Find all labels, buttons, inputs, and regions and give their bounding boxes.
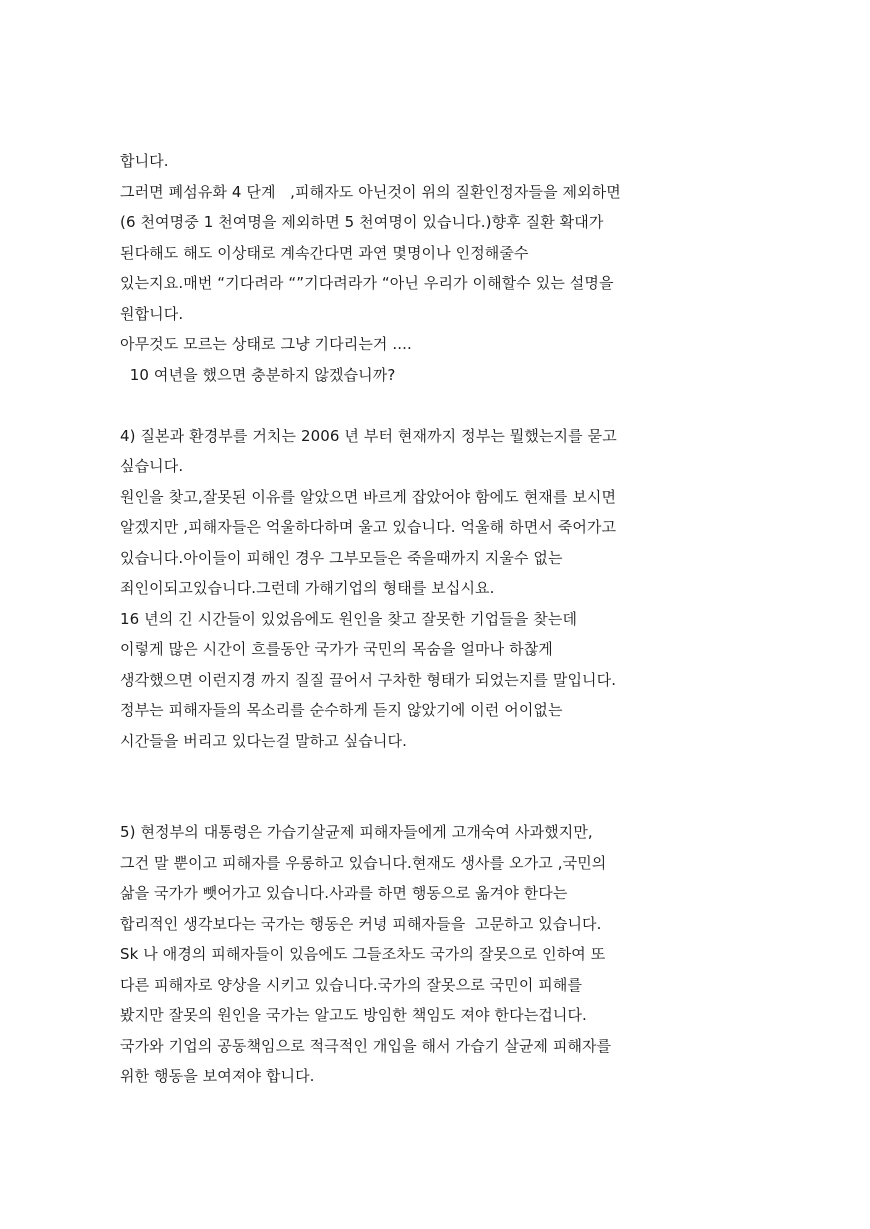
text-line: 그러면 폐섬유화 4 단계 ,피해자도 아닌것이 위의 질환인정자들을 제외하면 (120, 182, 621, 201)
text-line: 위한 행동을 보여져야 합니다. (120, 1067, 315, 1085)
text-line: 알겠지만 ,피해자들은 억울하다하며 울고 있습니다. 억울해 하면서 죽어가고 (120, 518, 617, 536)
paragraph-spacer (120, 390, 750, 421)
section-4-heading-line: 4) 질본과 환경부를 거치는 2006 년 부터 현재까지 정부는 뭘했는지를 묻고 (120, 426, 617, 445)
text-line: 아무것도 모르는 상태로 그냥 기다리는거 .... (120, 335, 412, 353)
intro-paragraph (120, 146, 750, 390)
text-line: 죄인이되고있습니다.그런데 가해기업의 형태를 보십시요. (120, 579, 495, 597)
text-line: 국가와 기업의 공동책임으로 적극적인 개입을 해서 가습기 살균제 피해자를 (120, 1036, 612, 1055)
text-line: 10 여년을 했으면 충분하지 않겠습니까? (120, 365, 396, 384)
text-line: 그건 말 뿐이고 피해자를 우롱하고 있습니다.현재도 생사를 오가고 ,국민의 (120, 853, 607, 872)
text-line: 원합니다. (120, 304, 184, 323)
paragraph-spacer (120, 756, 750, 817)
text-line: 원인을 찾고,잘못된 이유를 알았으면 바르게 잡았어야 함에도 현재를 보시면 (120, 487, 617, 506)
text-line: 삶을 국가가 뺏어가고 있습니다.사과를 하면 행동으로 옮겨야 한다는 (120, 884, 568, 902)
text-line: 있습니다.아이들이 피해인 경우 그부모들은 죽을때까지 지울수 없는 (120, 548, 563, 567)
text-line: 생각했으면 이런지경 까지 질질 끌어서 구차한 형태가 되었는지를 말입니다. (120, 670, 617, 689)
text-line: 싶습니다. (120, 457, 184, 475)
text-line: 봤지만 잘못의 원인을 국가는 알고도 방임한 책임도 져야 한다는겁니다. (120, 1006, 587, 1024)
text-line: 정부는 피해자들의 목소리를 순수하게 듣지 않았기에 이런 어이없는 (120, 701, 563, 719)
text-line: 이렇게 많은 시간이 흐를동안 국가가 국민의 목숨을 얼마나 하찮게 (120, 640, 553, 658)
text-line: 합니다. (120, 152, 169, 170)
text-line: 있는지요.매번 “기다려라 “”기다려라가 “아닌 우리가 이해할수 있는 설명을 (120, 274, 614, 292)
text-line: 16 년의 긴 시간들이 있었음에도 원인을 찾고 잘못한 기업들을 찾는데 (120, 609, 578, 628)
section-5 (120, 817, 750, 1092)
text-line: 다른 피해자로 양상을 시키고 있습니다.국가의 잘못으로 국민이 피해를 (120, 975, 583, 994)
text-line: 된다해도 해도 이상태로 계속간다면 과연 몇명이나 인정해줄수 (120, 243, 529, 262)
section-5-heading-line: 5) 현정부의 대통령은 가습기살균제 피해자들에게 고개숙여 사과했지만, (120, 823, 593, 841)
text-line: (6 천여명중 1 천여명을 제외하면 5 천여명이 있습니다.)향후 질환 확대가 (120, 213, 604, 231)
document-body (120, 146, 750, 1092)
section-4 (120, 421, 750, 757)
text-line: 시간들을 버리고 있다는걸 말하고 싶습니다. (120, 731, 407, 750)
text-line: Sk 나 애경의 피해자들이 있음에도 그들조차도 국가의 잘못으로 인하여 또 (120, 945, 606, 963)
text-line: 합리적인 생각보다는 국가는 행동은 커녕 피해자들을 고문하고 있습니다. (120, 914, 602, 933)
